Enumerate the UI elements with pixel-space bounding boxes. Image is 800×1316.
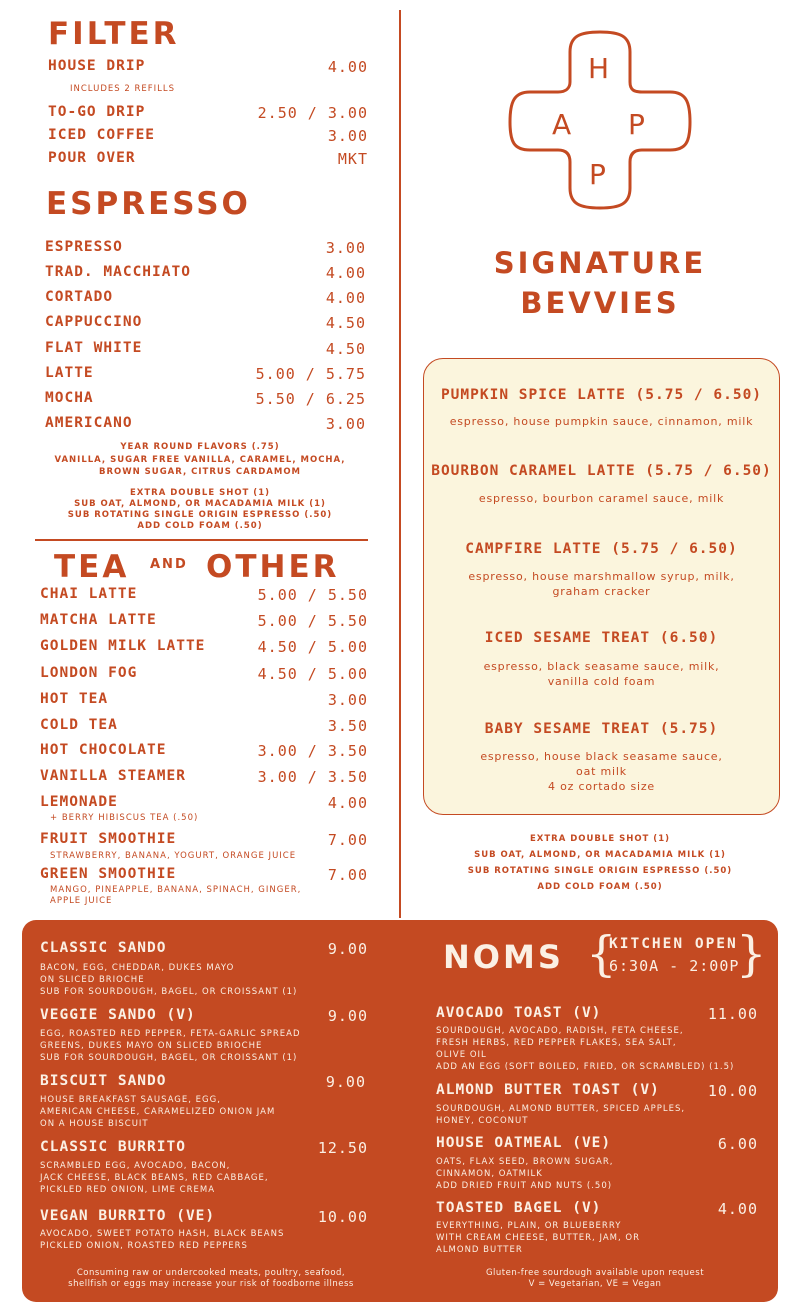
menu-item-note: APPLE JUICE	[50, 896, 113, 906]
noms-item-desc: EVERYTHING, PLAIN, OR BLUEBERRY WITH CREAM CHEESE, BUTTER, JAM, OR ALMOND BUTTER	[436, 1221, 640, 1255]
noms-item-desc: SOURDOUGH, AVOCADO, RADISH, FETA CHEESE, FRESH HERBS, RED PEPPER FLAKES, SEA SALT, OLIVE OIL ADD AN EGG (SOFT BOILED, FRIED, OR SCRAMBLED) (1.5)	[436, 1026, 735, 1072]
signature-card	[423, 358, 780, 815]
menu-item-price: 3.00	[327, 691, 368, 709]
menu-item-note: + BERRY HIBISCUS TEA (.50)	[50, 813, 199, 823]
menu-item-note: INCLUDES 2 REFILLS	[70, 84, 175, 94]
flavors-line: BROWN SUGAR, CITRUS CARDAMOM	[98, 467, 302, 477]
menu-item-name: ICED COFFEE	[48, 127, 156, 143]
menu-item-name: GOLDEN MILK LATTE	[40, 638, 206, 654]
menu-item-name: HOT TEA	[40, 691, 109, 707]
menu-item-price: 3.00 / 3.50	[257, 742, 368, 760]
section-divider	[35, 539, 368, 541]
menu-item-price: MKT	[337, 150, 368, 168]
extra-line: EXTRA DOUBLE SHOT (1)	[530, 834, 670, 844]
column-divider	[399, 10, 401, 918]
signature-item-name: CAMPFIRE LATTE (5.75 / 6.50)	[465, 541, 738, 557]
noms-heading: NOMS	[443, 938, 564, 976]
menu-item-price: 5.00 / 5.75	[255, 365, 366, 383]
espresso-heading: ESPRESSO	[46, 186, 251, 222]
menu-item-price: 4.50	[325, 340, 366, 358]
kitchen-hours-label: KITCHEN OPEN	[609, 936, 738, 952]
menu-item-price: 4.00	[325, 264, 366, 282]
noms-item-desc: SCRAMBLED EGG, AVOCADO, BACON, JACK CHEESE, BLACK BEANS, RED CABBAGE, PICKLED RED ONION, LIME CREMA	[40, 1161, 269, 1195]
noms-item-name: VEGGIE SANDO (V)	[40, 1007, 196, 1023]
extra-line: ADD COLD FOAM (.50)	[137, 521, 263, 531]
noms-item-price: 9.00	[327, 940, 368, 958]
menu-item-price: 5.00 / 5.50	[257, 586, 368, 604]
extra-line: SUB OAT, ALMOND, OR MACADAMIA MILK (1)	[474, 850, 726, 860]
logo-letter: A	[552, 108, 572, 141]
menu-item-name: GREEN SMOOTHIE	[40, 866, 177, 882]
menu-item-price: 4.50 / 5.00	[257, 638, 368, 656]
menu-item-price: 4.00	[327, 58, 368, 76]
noms-item-price: 10.00	[707, 1082, 758, 1100]
extra-line: SUB ROTATING SINGLE ORIGIN ESPRESSO (.50)	[467, 866, 733, 876]
noms-item-price: 11.00	[707, 1005, 758, 1023]
noms-item-name: TOASTED BAGEL (V)	[436, 1200, 602, 1216]
signature-item-desc: espresso, house black seasame sauce, oat milk 4 oz cortado size	[480, 750, 723, 793]
menu-item-name: CAPPUCCINO	[45, 314, 143, 330]
menu-item-price: 4.00	[325, 289, 366, 307]
noms-item-name: HOUSE OATMEAL (VE)	[436, 1135, 612, 1151]
menu-item-price: 3.50	[327, 717, 368, 735]
menu-item-name: ESPRESSO	[45, 239, 123, 255]
noms-item-name: VEGAN BURRITO (VE)	[40, 1208, 216, 1224]
tea-heading: TEA	[54, 549, 130, 585]
menu-item-name: HOT CHOCOLATE	[40, 742, 167, 758]
extra-line: EXTRA DOUBLE SHOT (1)	[130, 488, 270, 498]
noms-item-price: 9.00	[325, 1073, 366, 1091]
noms-item-desc: EGG, ROASTED RED PEPPER, FETA-GARLIC SPREAD GREENS, DUKES MAYO ON SLICED BRIOCHE SUB FOR SOURDOUGH, BAGEL, OR CROISSANT (1)	[40, 1029, 301, 1063]
menu-item-price: 5.50 / 6.25	[255, 390, 366, 408]
extra-line: SUB ROTATING SINGLE ORIGIN ESPRESSO (.50)	[67, 510, 333, 520]
menu-item-note: MANGO, PINEAPPLE, BANANA, SPINACH, GINGER,	[50, 885, 302, 895]
logo-letter: P	[589, 158, 606, 191]
noms-item-desc: AVOCADO, SWEET POTATO HASH, BLACK BEANS PICKLED ONION, ROASTED RED PEPPERS	[40, 1229, 285, 1251]
noms-item-price: 10.00	[317, 1208, 368, 1226]
menu-item-price: 3.00	[325, 239, 366, 257]
menu-item-name: TRAD. MACCHIATO	[45, 264, 191, 280]
noms-item-price: 4.00	[717, 1200, 758, 1218]
menu-item-price: 4.50	[325, 314, 366, 332]
signature-item-desc: espresso, house marshmallow syrup, milk, graham cracker	[468, 570, 735, 598]
menu-item-name: MOCHA	[45, 390, 94, 406]
kitchen-hours-value: 6:30A - 2:00P	[609, 957, 740, 975]
menu-item-name: CORTADO	[45, 289, 114, 305]
menu-item-price: 4.50 / 5.00	[257, 665, 368, 683]
filter-heading: FILTER	[48, 16, 180, 52]
tea-heading-other: OTHER	[206, 549, 340, 585]
signature-item-desc: espresso, black seasame sauce, milk, vanilla cold foam	[483, 660, 720, 688]
noms-item-desc: SOURDOUGH, ALMOND BUTTER, SPICED APPLES, HONEY, COCONUT	[436, 1104, 686, 1126]
brace-left-icon: {	[586, 926, 617, 982]
signature-item-desc: espresso, bourbon caramel sauce, milk	[478, 492, 725, 505]
signature-item-name: ICED SESAME TREAT (6.50)	[484, 630, 719, 646]
noms-item-price: 12.50	[317, 1139, 368, 1157]
extra-line: ADD COLD FOAM (.50)	[537, 882, 663, 892]
menu-item-price: 3.00	[325, 415, 366, 433]
extra-line: SUB OAT, ALMOND, OR MACADAMIA MILK (1)	[74, 499, 326, 509]
noms-item-name: ALMOND BUTTER TOAST (V)	[436, 1082, 660, 1098]
signature-heading: BEVVIES	[520, 286, 680, 320]
signature-item-name: BABY SESAME TREAT (5.75)	[484, 721, 719, 737]
noms-item-desc: OATS, FLAX SEED, BROWN SUGAR, CINNAMON, OATMILK ADD DRIED FRUIT AND NUTS (.50)	[436, 1157, 614, 1191]
menu-item-price: 3.00 / 3.50	[257, 768, 368, 786]
noms-item-price: 6.00	[717, 1135, 758, 1153]
noms-item-price: 9.00	[327, 1007, 368, 1025]
menu-item-name: MATCHA LATTE	[40, 612, 157, 628]
noms-item-name: BISCUIT SANDO	[40, 1073, 167, 1089]
noms-item-name: CLASSIC BURRITO	[40, 1139, 186, 1155]
menu-item-name: FRUIT SMOOTHIE	[40, 831, 177, 847]
noms-item-name: CLASSIC SANDO	[40, 940, 167, 956]
noms-item-desc: BACON, EGG, CHEDDAR, DUKES MAYO ON SLICED BRIOCHE SUB FOR SOURDOUGH, BAGEL, OR CROISSANT (1)	[40, 963, 298, 997]
menu-item-name: AMERICANO	[45, 415, 133, 431]
menu-item-note: STRAWBERRY, BANANA, YOGURT, ORANGE JUICE	[50, 851, 297, 861]
brace-right-icon: }	[736, 926, 767, 982]
menu-item-name: FLAT WHITE	[45, 340, 143, 356]
menu-item-price: 5.00 / 5.50	[257, 612, 368, 630]
tea-heading-and: AND	[150, 557, 188, 572]
menu-item-name: TO-GO DRIP	[48, 104, 146, 120]
menu-item-price: 4.00	[327, 794, 368, 812]
menu-item-price: 7.00	[327, 831, 368, 849]
menu-item-name: COLD TEA	[40, 717, 118, 733]
menu-item-name: LONDON FOG	[40, 665, 138, 681]
menu-item-price: 7.00	[327, 866, 368, 884]
noms-item-desc: HOUSE BREAKFAST SAUSAGE, EGG, AMERICAN CHEESE, CARAMELIZED ONION JAM ON A HOUSE BISCUIT	[40, 1095, 276, 1129]
menu-item-name: HOUSE DRIP	[48, 58, 146, 74]
menu-item-name: CHAI LATTE	[40, 586, 138, 602]
logo-letter: H	[588, 52, 610, 85]
signature-item-name: BOURBON CARAMEL LATTE (5.75 / 6.50)	[431, 463, 772, 479]
menu-item-name: POUR OVER	[48, 150, 136, 166]
logo-letter: P	[628, 108, 645, 141]
noms-item-name: AVOCADO TOAST (V)	[436, 1005, 602, 1021]
dietary-note: Gluten-free sourdough available upon request V = Vegetarian, VE = Vegan	[485, 1268, 705, 1289]
signature-item-name: PUMPKIN SPICE LATTE (5.75 / 6.50)	[440, 387, 763, 403]
signature-item-desc: espresso, house pumpkin sauce, cinnamon, milk	[449, 415, 754, 428]
menu-item-price: 3.00	[327, 127, 368, 145]
signature-heading: SIGNATURE	[493, 246, 707, 280]
menu-item-name: VANILLA STEAMER	[40, 768, 186, 784]
noms-panel	[22, 920, 778, 1302]
allergy-disclaimer: Consuming raw or undercooked meats, poultry, seafood, shellfish or eggs may increase your risk of foodborne illness	[68, 1268, 354, 1289]
menu-item-name: LATTE	[45, 365, 94, 381]
hap-logo	[508, 30, 692, 210]
menu-item-name: LEMONADE	[40, 794, 118, 810]
flavors-title: YEAR ROUND FLAVORS (.75)	[120, 442, 280, 452]
menu-item-price: 2.50 / 3.00	[257, 104, 368, 122]
flavors-line: VANILLA, SUGAR FREE VANILLA, CARAMEL, MOCHA,	[54, 455, 346, 465]
